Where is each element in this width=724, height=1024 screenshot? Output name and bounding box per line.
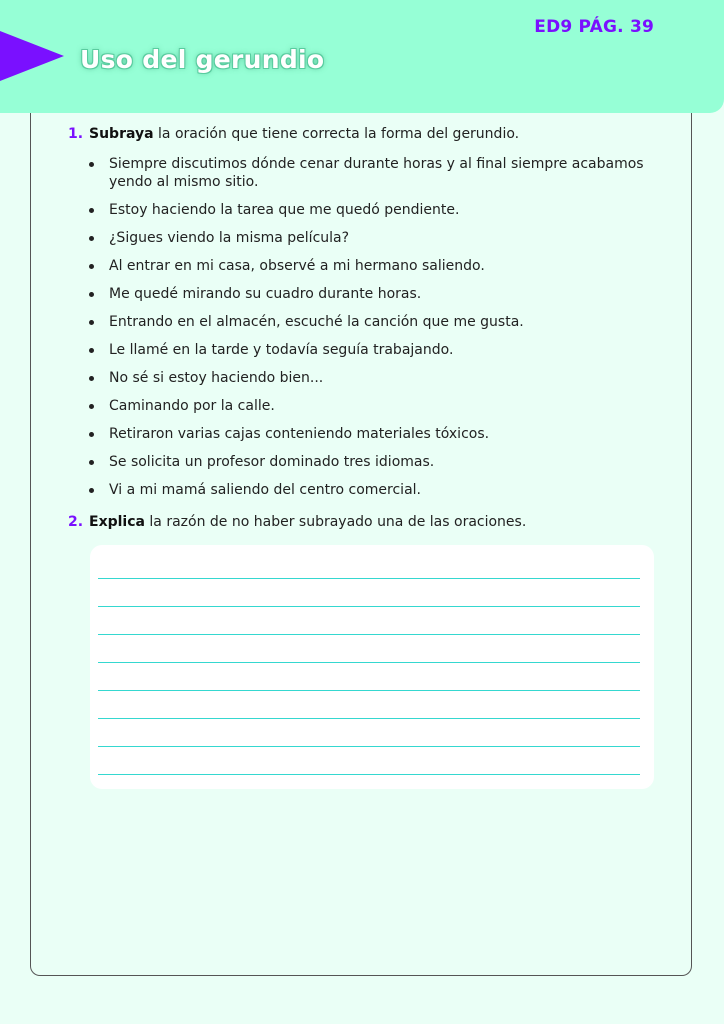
answer-line[interactable] [98,690,640,691]
answer-line[interactable] [98,634,640,635]
answer-line[interactable] [98,746,640,747]
answer-line[interactable] [98,578,640,579]
list-item[interactable]: Se solicita un profesor dominado tres idiomas. [89,453,674,471]
list-item[interactable]: ¿Sigues viendo la misma película? [89,229,674,247]
question-1-text: la oración que tiene correcta la forma del gerundio. [153,126,520,142]
page-reference: ED9 PÁG. 39 [534,17,654,37]
list-item[interactable]: No sé si estoy haciendo bien... [89,369,674,387]
list-item[interactable]: Retiraron varias cajas conteniendo materiales tóxicos. [89,425,674,443]
question-2-verb: Explica [89,514,145,530]
header-banner [0,0,724,113]
page-title: Uso del gerundio [80,45,325,74]
list-item[interactable]: Estoy haciendo la tarea que me quedó pendiente. [89,201,674,219]
list-item[interactable]: Me quedé mirando su cuadro durante horas. [89,285,674,303]
list-item[interactable]: Entrando en el almacén, escuché la canción que me gusta. [89,313,674,331]
question-2 [68,514,526,530]
answer-line[interactable] [98,774,640,775]
answer-box[interactable] [90,545,654,789]
answer-line[interactable] [98,606,640,607]
list-item[interactable]: Siempre discutimos dónde cenar durante horas y al final siempre acabamos yendo al mismo sitio. [89,155,674,191]
question-1-verb: Subraya [89,126,154,142]
answer-line[interactable] [98,662,640,663]
question-2-number: 2. [68,514,84,530]
answer-line[interactable] [98,718,640,719]
question-1-number: 1. [68,126,84,142]
sentence-list [89,155,674,509]
list-item[interactable]: Vi a mi mamá saliendo del centro comercial. [89,481,674,499]
list-item[interactable]: Caminando por la calle. [89,397,674,415]
question-1 [68,126,519,142]
triangle-icon [0,31,64,81]
list-item[interactable]: Le llamé en la tarde y todavía seguía trabajando. [89,341,674,359]
question-2-text: la razón de no haber subrayado una de las oraciones. [144,514,527,530]
list-item[interactable]: Al entrar en mi casa, observé a mi hermano saliendo. [89,257,674,275]
